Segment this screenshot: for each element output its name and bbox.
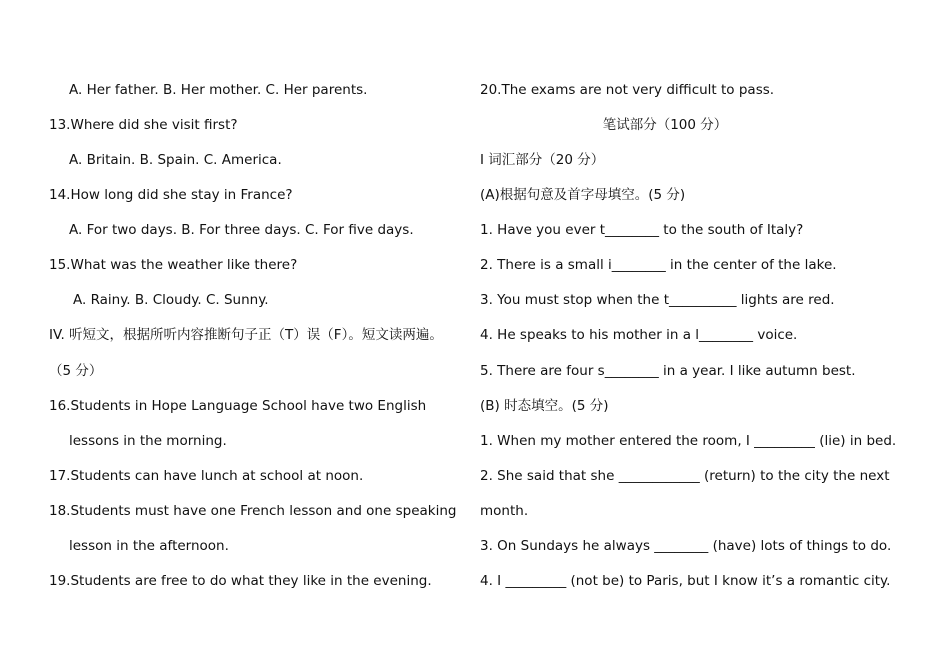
part-b-item-2: 2. She said that she ____________ (return) to the city the next bbox=[480, 468, 890, 484]
part-b-item-4: 4. I _________ (not be) to Paris, but I know it’s a romantic city. bbox=[480, 573, 891, 589]
question-16: 16.Students in Hope Language School have two English bbox=[49, 398, 427, 414]
question-20: 20.The exams are not very difficult to pass. bbox=[480, 82, 775, 98]
q14-options: A. For two days. B. For three days. C. For five days. bbox=[69, 222, 414, 238]
question-18-continued: lesson in the afternoon. bbox=[69, 538, 229, 554]
vocabulary-section-title: Ⅰ 词汇部分（20 分） bbox=[480, 152, 605, 168]
question-16-continued: lessons in the morning. bbox=[69, 433, 227, 449]
question-19: 19.Students are free to do what they like in the evening. bbox=[49, 573, 432, 589]
written-section-title: 笔试部分（100 分） bbox=[602, 117, 728, 133]
section-4-points: （5 分） bbox=[49, 363, 103, 379]
question-13: 13.Where did she visit first? bbox=[49, 117, 238, 133]
part-a-item-1: 1. Have you ever t________ to the south of Italy? bbox=[480, 222, 804, 238]
q15-options: A. Rainy. B. Cloudy. C. Sunny. bbox=[73, 292, 269, 308]
part-b-item-3: 3. On Sundays he always ________ (have) lots of things to do. bbox=[480, 538, 892, 554]
part-a-item-2: 2. There is a small i________ in the center of the lake. bbox=[480, 257, 837, 273]
part-b-item-2-continued: month. bbox=[480, 503, 529, 519]
question-15: 15.What was the weather like there? bbox=[49, 257, 298, 273]
section-4-title: IV. 听短文，根据所听内容推断句子正（T）误（F）。短文读两遍。 bbox=[49, 327, 443, 343]
part-b-item-1: 1. When my mother entered the room, I _________ (lie) in bed. bbox=[480, 433, 897, 449]
part-a-item-3: 3. You must stop when the t__________ lights are red. bbox=[480, 292, 835, 308]
q13-options: A. Britain. B. Spain. C. America. bbox=[69, 152, 282, 168]
part-a-title: (A)根据句意及首字母填空。(5 分) bbox=[480, 187, 686, 203]
question-14: 14.How long did she stay in France? bbox=[49, 187, 293, 203]
part-a-item-5: 5. There are four s________ in a year. I like autumn best. bbox=[480, 363, 856, 379]
part-a-item-4: 4. He speaks to his mother in a l________ voice. bbox=[480, 327, 798, 343]
part-b-title: (B) 时态填空。(5 分) bbox=[480, 398, 609, 414]
question-17: 17.Students can have lunch at school at noon. bbox=[49, 468, 364, 484]
question-18: 18.Students must have one French lesson and one speaking bbox=[49, 503, 457, 519]
q12-options: A. Her father. B. Her mother. C. Her parents. bbox=[69, 82, 368, 98]
